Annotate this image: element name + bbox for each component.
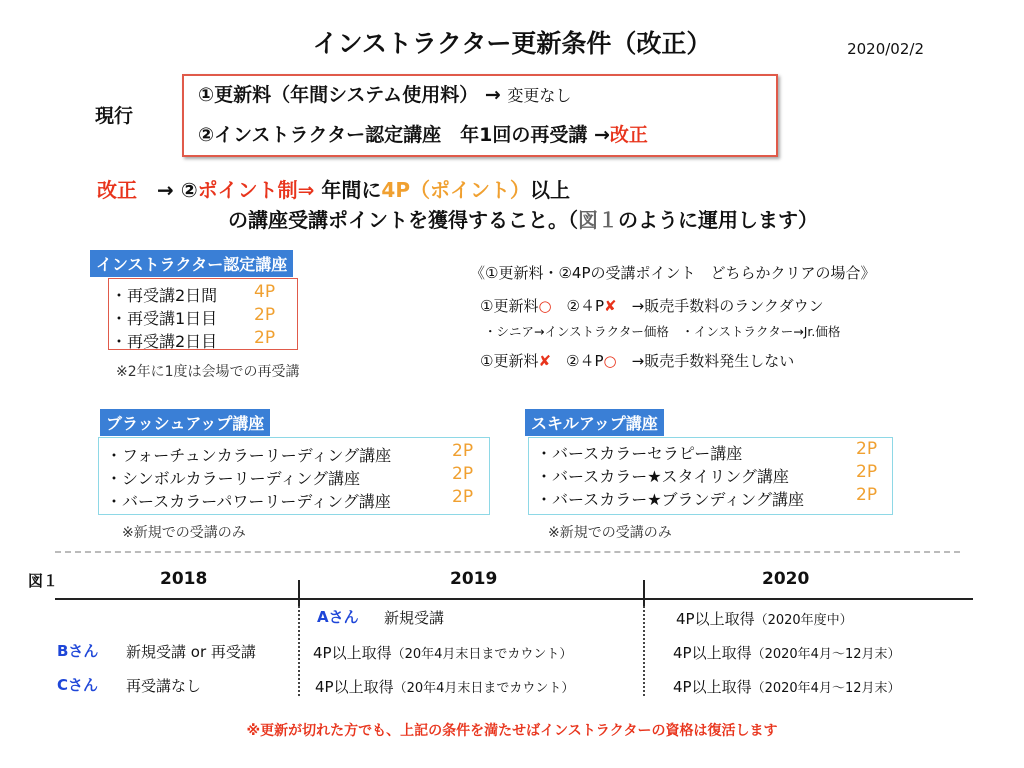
person-c-2019-main: 4P以上取得 (315, 678, 394, 696)
revision-text-2: 以上 (529, 178, 570, 202)
cert-item-2-points: 2P (254, 305, 276, 325)
cert-course-title: インストラクター認定講座 (90, 250, 293, 277)
person-b-2020 (673, 642, 901, 663)
person-c-2020-main: 4P以上取得 (673, 678, 752, 696)
brushup-title: ブラッシュアップ講座 (100, 409, 270, 436)
revision-point-system: ポイント制⇒ (197, 178, 315, 202)
cert-item-2: ・再受講1日目 (111, 309, 218, 328)
person-b-name: Bさん (57, 642, 99, 660)
timeline-tick-2019 (298, 580, 300, 606)
current-rule-2-note: 改正 (609, 124, 648, 146)
skillup-item-1-points: 2P (856, 439, 878, 459)
person-a-2019: 新規受講 (384, 609, 445, 627)
current-rule-1-text: ①更新料（年間システム使用料） (198, 84, 479, 106)
brushup-item-1-points: 2P (452, 441, 474, 461)
brushup-note: ※新規での受講のみ (122, 525, 246, 541)
circle-mark-icon: ○ (538, 297, 552, 315)
timeline-axis (55, 598, 973, 600)
person-a-2020-sub: （2020年度中） (754, 613, 853, 628)
clear-case-row-3 (480, 350, 794, 371)
clear-row-3-b: ②４P (551, 352, 604, 370)
person-b-2019-sub: （20年4月末日までカウント） (391, 647, 573, 662)
current-rule-2 (198, 120, 648, 147)
section-divider (55, 551, 960, 553)
person-a-name: Aさん (317, 608, 359, 626)
revision-line-2b: のように運用します） (618, 208, 818, 232)
current-rule-1-note: 変更なし (507, 86, 572, 105)
year-2020: 2020 (762, 569, 810, 589)
cert-item-1-points: 4P (254, 282, 276, 302)
brushup-item-1: ・フォーチュンカラーリーディング講座 (106, 446, 392, 465)
person-c-2020 (673, 676, 901, 697)
timeline-tick-2020 (643, 580, 645, 606)
page-title: インストラクター更新条件（改正） (312, 29, 712, 58)
person-c-2018: 再受講なし (126, 677, 202, 695)
person-b-2020-main: 4P以上取得 (673, 644, 752, 662)
person-c-2019-sub: （20年4月末日までカウント） (393, 681, 575, 696)
current-rule-2-text: ②インストラクター認定講座 年1回の再受講 (198, 124, 588, 146)
skillup-item-1: ・バースカラーセラピー講座 (536, 444, 743, 463)
cert-item-3-points: 2P (254, 328, 276, 348)
skillup-item-3: ・バースカラー★ブランディング講座 (536, 490, 804, 509)
current-rule-2-arrow: → (587, 124, 610, 146)
clear-row-3-a: ①更新料 (480, 352, 539, 370)
cert-item-3: ・再受講2日目 (111, 332, 218, 351)
person-c-2019 (315, 676, 574, 697)
brushup-item-3: ・バースカラーパワーリーディング講座 (106, 492, 391, 511)
current-rule-1-arrow: → (478, 84, 508, 106)
current-rule-1 (198, 80, 571, 107)
year-2018: 2018 (160, 569, 208, 589)
cert-item-1: ・再受講2日間 (111, 286, 218, 305)
clear-case-header: 《①更新料・②4Pの受講ポイント どちらかクリアの場合》 (470, 264, 876, 282)
skillup-title: スキルアップ講座 (525, 409, 664, 436)
cross-mark-icon: ✘ (538, 352, 552, 370)
revision-label: 改正 (97, 178, 137, 202)
revision-points: 4P（ポイント） (381, 178, 530, 202)
skillup-item-2: ・バースカラー★スタイリング講座 (536, 467, 789, 486)
timeline-divider-2019 (298, 606, 300, 696)
person-b-2018: 新規受講 or 再受講 (126, 643, 256, 661)
revision-text-1: 年間に (314, 178, 382, 202)
skillup-item-2-points: 2P (856, 462, 878, 482)
revision-line-1 (97, 174, 570, 203)
person-a-2020 (676, 608, 853, 629)
person-c-2020-sub: （2020年4月〜12月末） (751, 681, 901, 696)
cert-note: ※2年に1度は会場での再受講 (116, 364, 300, 380)
clear-case-row-2: ・シニア→インストラクター価格 ・インストラクター→Jr.価格 (484, 324, 841, 339)
person-b-2019 (313, 642, 572, 663)
brushup-item-2: ・シンボルカラーリーディング講座 (106, 469, 361, 488)
skillup-item-3-points: 2P (856, 485, 878, 505)
current-label: 現行 (95, 105, 134, 127)
revision-line-2a: の講座受講ポイントを獲得すること。（ (228, 208, 578, 232)
skillup-note: ※新規での受講のみ (548, 525, 672, 541)
clear-row-1-a: ①更新料 (480, 297, 539, 315)
circle-mark-icon: ○ (603, 352, 617, 370)
person-c-name: Cさん (57, 676, 99, 694)
clear-row-1-b: ②４P (551, 297, 605, 315)
revision-arrow: → (137, 178, 181, 202)
revision-line-2 (228, 204, 818, 233)
clear-row-3-c: →販売手数料発生しない (616, 352, 795, 370)
timeline-divider-2020 (643, 606, 645, 696)
clear-row-1-c: →販売手数料のランクダウン (616, 297, 824, 315)
footer-note: ※更新が切れた方でも、上記の条件を満たせばインストラクターの資格は復活します (246, 723, 778, 739)
brushup-item-2-points: 2P (452, 464, 474, 484)
person-b-2019-main: 4P以上取得 (313, 644, 392, 662)
date-label: 2020/02/2 (847, 40, 924, 58)
cross-mark-icon: ✘ (604, 297, 617, 315)
clear-case-row-1 (480, 295, 824, 316)
revision-fig-ref: 図１ (578, 208, 618, 232)
revision-point2-num: ② (180, 178, 198, 202)
person-a-2020-main: 4P以上取得 (676, 610, 755, 628)
person-b-2020-sub: （2020年4月〜12月末） (751, 647, 901, 662)
figure-label: 図１ (28, 572, 59, 590)
brushup-item-3-points: 2P (452, 487, 474, 507)
year-2019: 2019 (450, 569, 498, 589)
